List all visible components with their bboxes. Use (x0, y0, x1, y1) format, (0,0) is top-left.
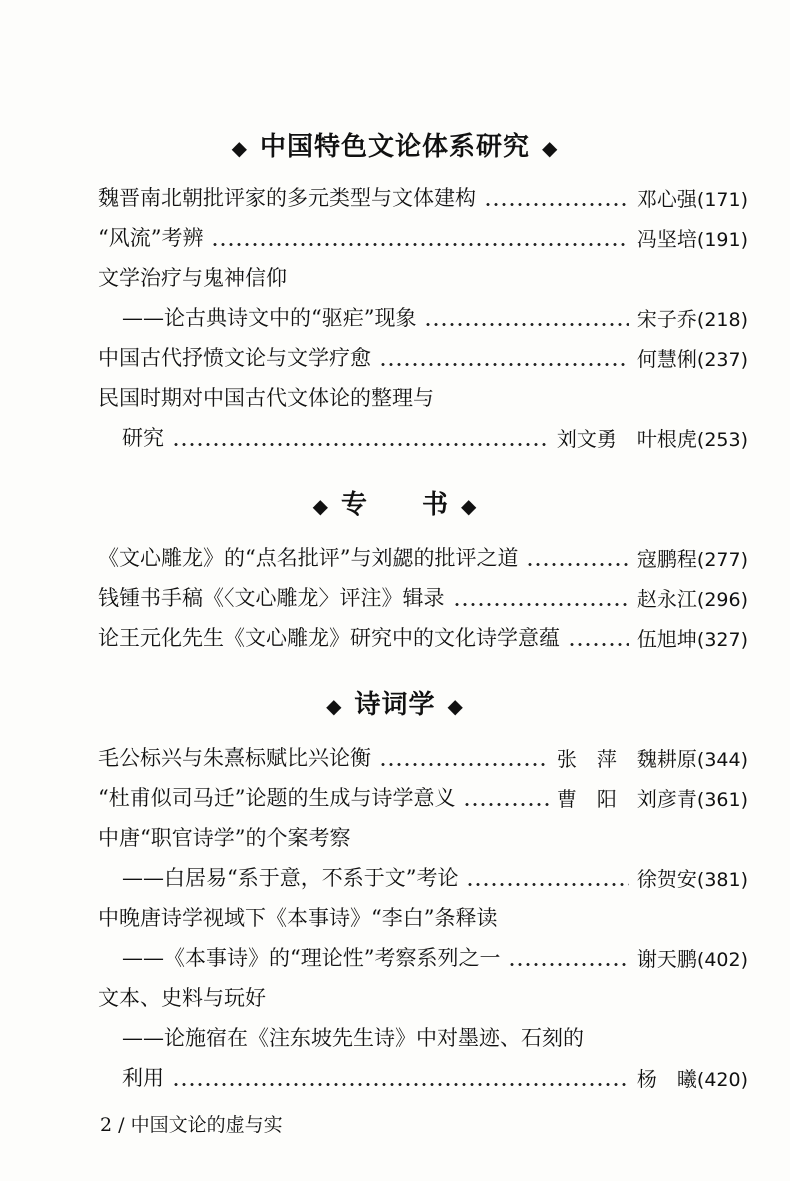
leader-dots (484, 196, 629, 206)
leader-dots (508, 956, 628, 966)
toc-entry[interactable]: “风流”考辨 冯坚培(191) (98, 226, 748, 251)
toc-entry-title-line: 民国时期对中国古代文体论的整理与 (98, 386, 434, 410)
diamond-icon: ◆ (312, 494, 329, 518)
diamond-icon: ◆ (447, 694, 464, 718)
section-title: ◆ 诗词学 ◆ (0, 684, 790, 721)
toc-entry-title-line: 中晚唐诗学视域下《本事诗》“李白”条释读 (98, 906, 498, 930)
toc-entry[interactable]: 《文心雕龙》的“点名批评”与刘勰的批评之道 寇鹏程(277) (98, 546, 748, 571)
leader-dots (379, 756, 549, 766)
diamond-icon: ◆ (542, 136, 559, 160)
toc-entry[interactable]: 魏晋南北朝批评家的多元类型与文体建构 邓心强(171) (98, 186, 748, 211)
section-title: ◆ 中国特色文论体系研究 ◆ (0, 126, 790, 163)
leader-dots (568, 636, 629, 646)
toc-entry[interactable]: ——《本事诗》的“理论性”考察系列之一 谢天鹏(402) (122, 946, 748, 971)
section-title: ◆ 专 书 ◆ (0, 484, 790, 521)
toc-entry[interactable]: 中国古代抒愤文论与文学疗愈 何慧俐(237) (98, 346, 748, 371)
leader-dots (172, 1076, 629, 1086)
leader-dots (466, 876, 628, 886)
leader-dots (379, 356, 629, 366)
leader-dots (424, 316, 628, 326)
toc-entry[interactable]: ——论古典诗文中的“驱疟”现象 宋子乔(218) (122, 306, 748, 331)
toc-entry-title-line: 文本、史料与玩好 (98, 986, 266, 1010)
leader-dots (463, 796, 548, 806)
diamond-icon: ◆ (461, 494, 478, 518)
toc-entry[interactable]: 钱锺书手稿《〈文心雕龙〉评注》辑录 赵永江(296) (98, 586, 748, 611)
toc-entry[interactable]: ——白居易“系于意，不系于文”考论 徐贺安(381) (122, 866, 748, 891)
toc-entry[interactable]: 利用 杨 曦(420) (122, 1066, 748, 1091)
diamond-icon: ◆ (326, 694, 343, 718)
leader-dots (211, 236, 628, 246)
toc-entry[interactable]: 论王元化先生《文心雕龙》研究中的文化诗学意蕴 伍旭坤(327) (98, 626, 748, 651)
toc-entry-title-line: 中唐“职官诗学”的个案考察 (98, 826, 351, 850)
diamond-icon: ◆ (231, 136, 248, 160)
toc-entry-title-line: ——论施宿在《注东坡先生诗》中对墨迹、石刻的 (122, 1026, 584, 1050)
leader-dots (453, 596, 629, 606)
toc-entry[interactable]: 毛公标兴与朱熹标赋比兴论衡 张 萍 魏耕原(344) (98, 746, 748, 771)
page-footer: 2 / 中国文论的虚与实 (100, 1114, 283, 1136)
leader-dots (526, 556, 628, 566)
toc-entry[interactable]: “杜甫似司马迁”论题的生成与诗学意义 曹 阳 刘彦青(361) (98, 786, 748, 811)
toc-entry[interactable]: 研究 刘文勇 叶根虎(253) (122, 426, 748, 451)
toc-entry-title-line: 文学治疗与鬼神信仰 (98, 266, 287, 290)
leader-dots (172, 436, 549, 446)
